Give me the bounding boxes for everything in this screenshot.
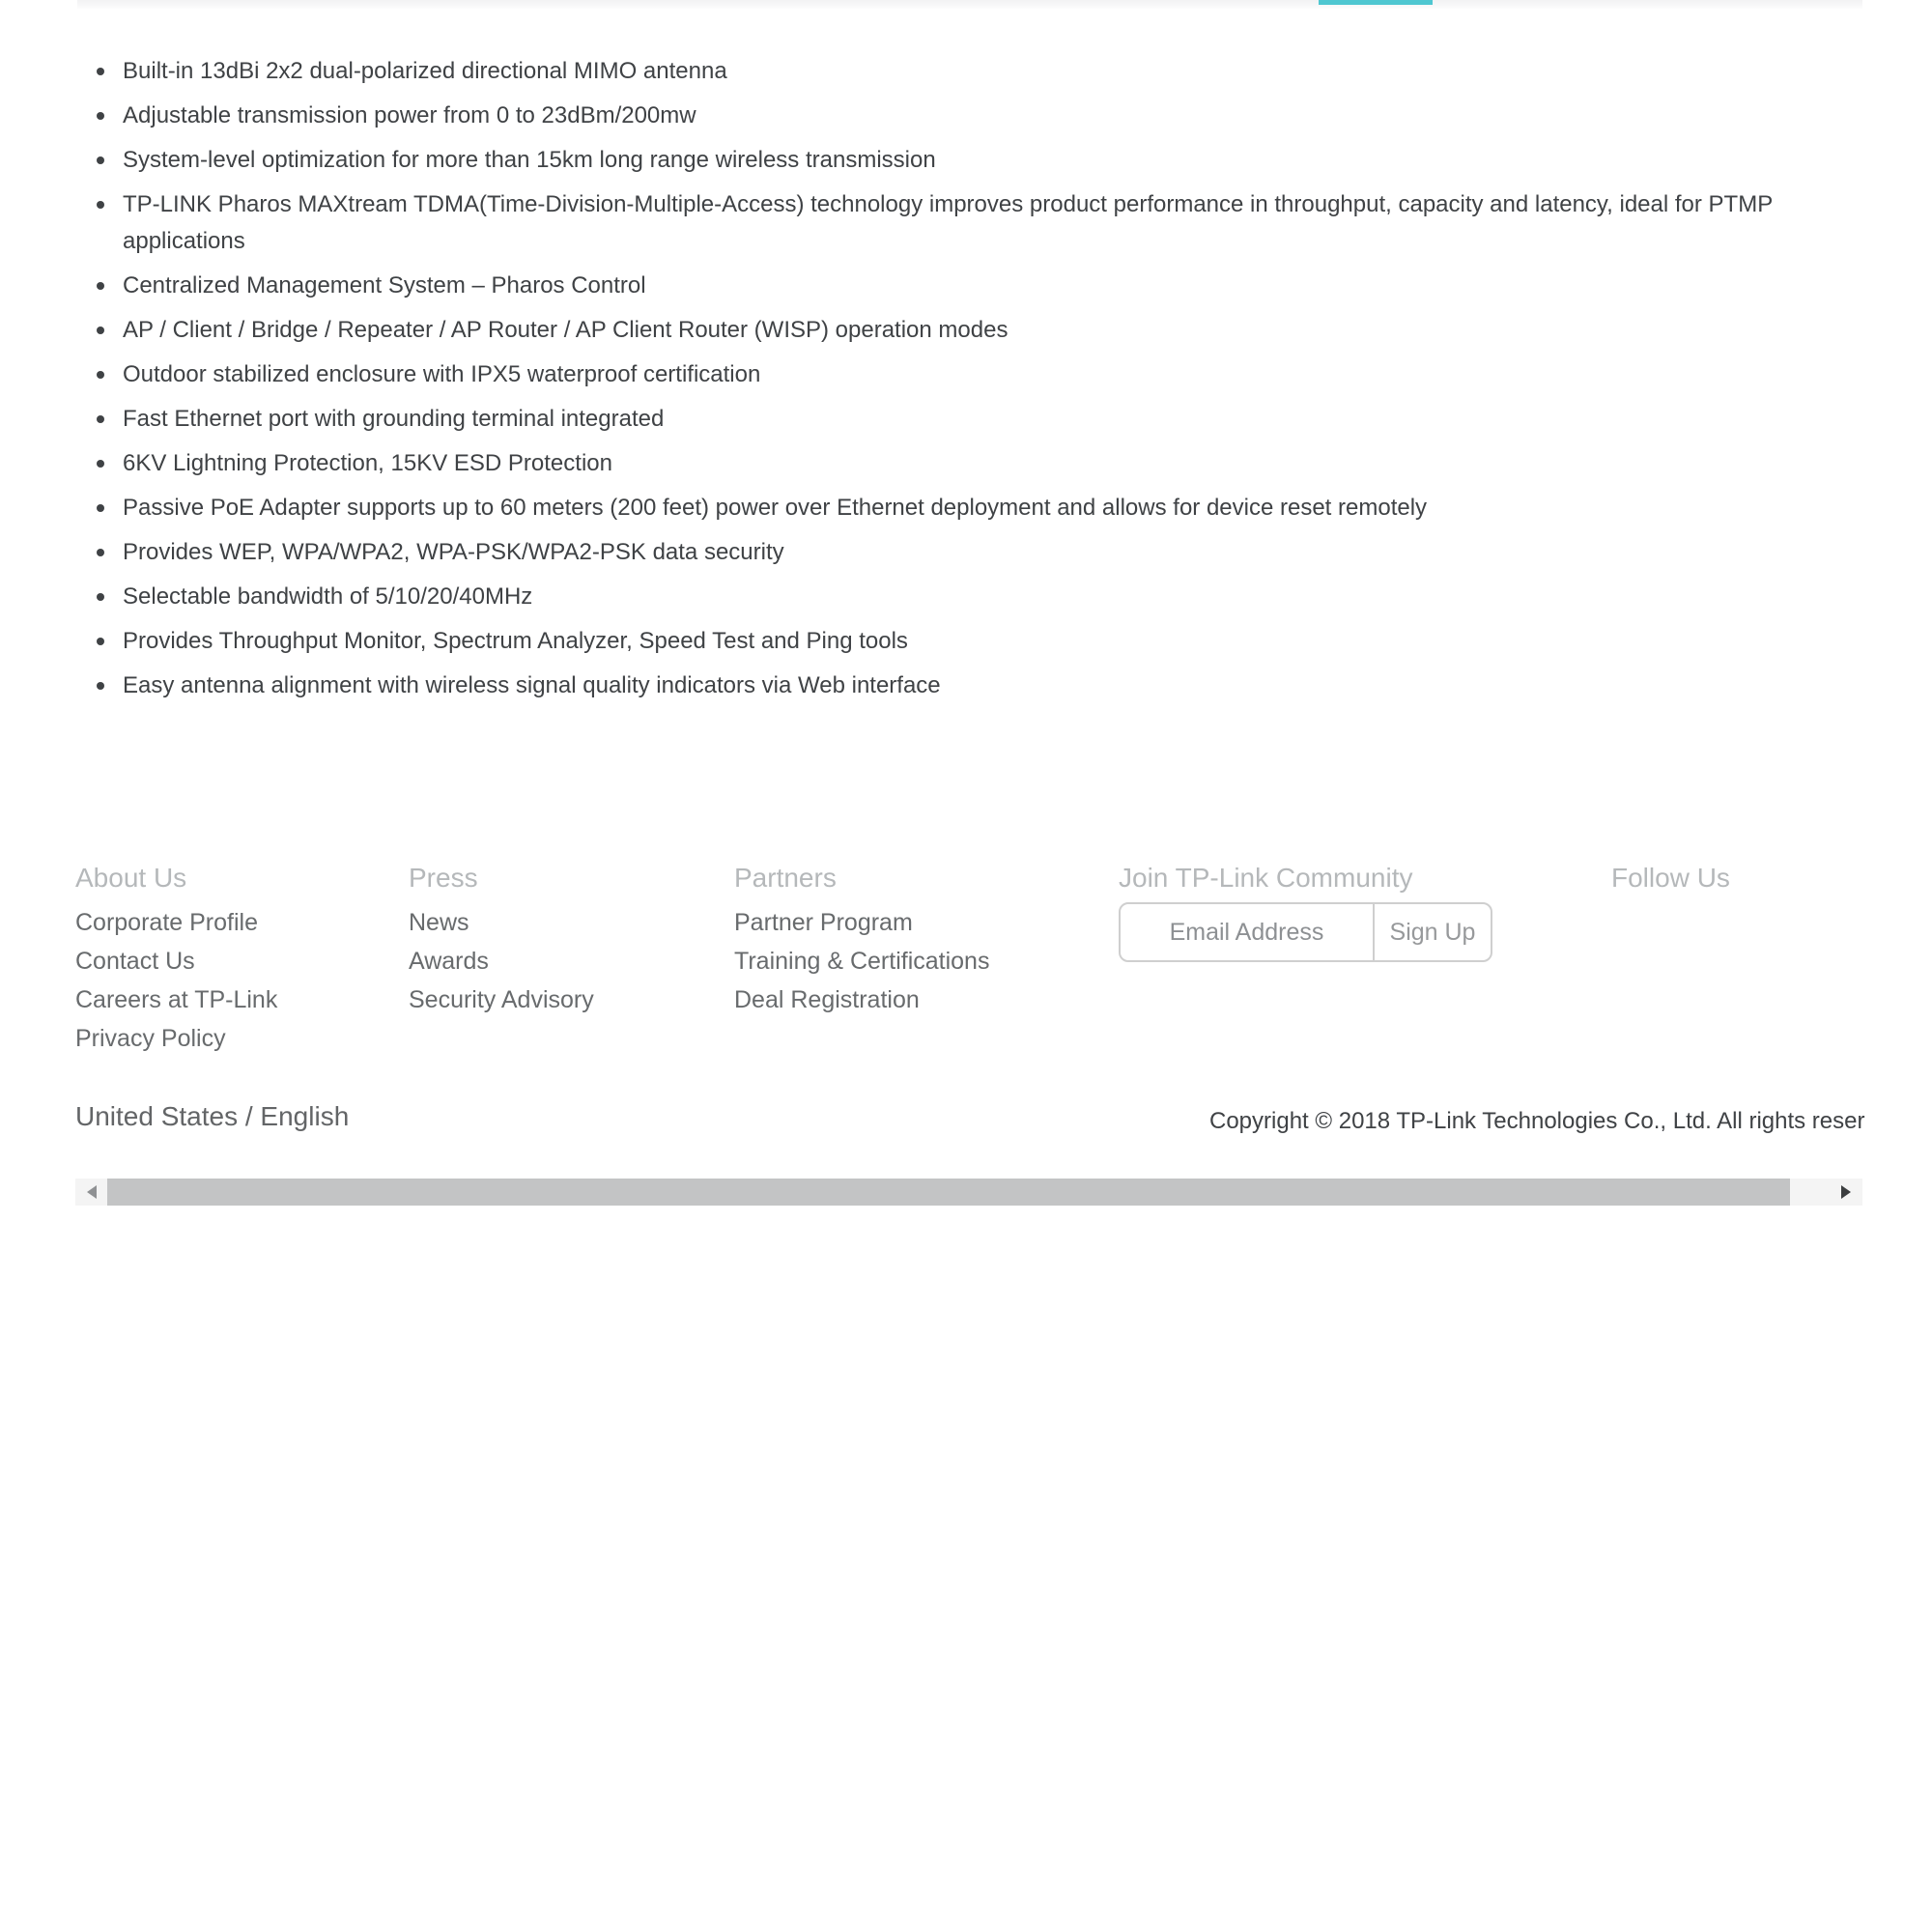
subnav-bar-bottom-edge xyxy=(77,0,1862,9)
footer-column-press xyxy=(409,863,594,1019)
signup-button[interactable]: Sign Up xyxy=(1375,904,1491,960)
arrow-left-icon xyxy=(87,1185,97,1199)
footer-link-deal-registration[interactable]: Deal Registration xyxy=(734,986,920,1013)
footer-link-security-advisory[interactable]: Security Advisory xyxy=(409,986,594,1013)
feature-item: Provides Throughput Monitor, Spectrum Analyzer, Speed Test and Ping tools xyxy=(123,623,1873,660)
footer-heading-partners: Partners xyxy=(734,863,837,893)
footer-link-contact-us[interactable]: Contact Us xyxy=(75,948,195,975)
language-selector[interactable]: United States / English xyxy=(75,1101,350,1131)
feature-item: Built-in 13dBi 2x2 dual-polarized directional MIMO antenna xyxy=(123,53,1873,90)
active-tab-indicator xyxy=(1319,0,1433,5)
horizontal-scrollbar[interactable] xyxy=(75,1179,1862,1206)
feature-item: Easy antenna alignment with wireless signal quality indicators via Web interface xyxy=(123,668,1873,704)
feature-item: Fast Ethernet port with grounding terminal integrated xyxy=(123,401,1873,438)
feature-item: Selectable bandwidth of 5/10/20/40MHz xyxy=(123,579,1873,615)
arrow-right-icon xyxy=(1841,1185,1851,1199)
feature-item: Outdoor stabilized enclosure with IPX5 waterproof certification xyxy=(123,356,1873,393)
footer-link-privacy-policy[interactable]: Privacy Policy xyxy=(75,1025,226,1052)
scroll-left-button[interactable] xyxy=(75,1179,108,1206)
footer-link-partner-program[interactable]: Partner Program xyxy=(734,909,913,936)
scroll-right-button[interactable] xyxy=(1830,1179,1862,1206)
footer-link-careers[interactable]: Careers at TP-Link xyxy=(75,986,278,1013)
feature-item: 6KV Lightning Protection, 15KV ESD Protection xyxy=(123,445,1873,482)
feature-item: Centralized Management System – Pharos Control xyxy=(123,268,1873,304)
footer-link-awards[interactable]: Awards xyxy=(409,948,489,975)
footer-column-partners xyxy=(734,863,989,1019)
copyright-text: Copyright © 2018 TP-Link Technologies Co., Ltd. All rights reser xyxy=(1209,1108,1865,1134)
newsletter-signup-form xyxy=(1119,902,1492,962)
footer-heading-community: Join TP-Link Community xyxy=(1119,863,1413,893)
feature-list xyxy=(77,53,1873,712)
footer-heading-about: About Us xyxy=(75,863,187,893)
footer-column-about xyxy=(75,863,277,1058)
footer-column-community xyxy=(1119,863,1412,903)
footer-link-corporate-profile[interactable]: Corporate Profile xyxy=(75,909,258,936)
footer-link-training-certifications[interactable]: Training & Certifications xyxy=(734,948,990,975)
email-input[interactable] xyxy=(1121,904,1373,960)
feature-item: TP-LINK Pharos MAXtream TDMA(Time-Division-Multiple-Access) technology improves product performance in throughput, capacity and latency, ideal for PTMP applications xyxy=(123,186,1873,260)
feature-item: AP / Client / Bridge / Repeater / AP Router / AP Client Router (WISP) operation modes xyxy=(123,312,1873,349)
feature-item: System-level optimization for more than 15km long range wireless transmission xyxy=(123,142,1873,179)
footer-link-news[interactable]: News xyxy=(409,909,469,936)
scrollbar-thumb[interactable] xyxy=(107,1179,1790,1206)
feature-item: Passive PoE Adapter supports up to 60 meters (200 feet) power over Ethernet deployment and allows for device reset remotely xyxy=(123,490,1873,526)
feature-item: Provides WEP, WPA/WPA2, WPA-PSK/WPA2-PSK data security xyxy=(123,534,1873,571)
footer-heading-press: Press xyxy=(409,863,478,893)
feature-item: Adjustable transmission power from 0 to 23dBm/200mw xyxy=(123,98,1873,134)
footer-column-follow xyxy=(1611,863,1730,903)
footer-heading-follow: Follow Us xyxy=(1611,863,1730,893)
